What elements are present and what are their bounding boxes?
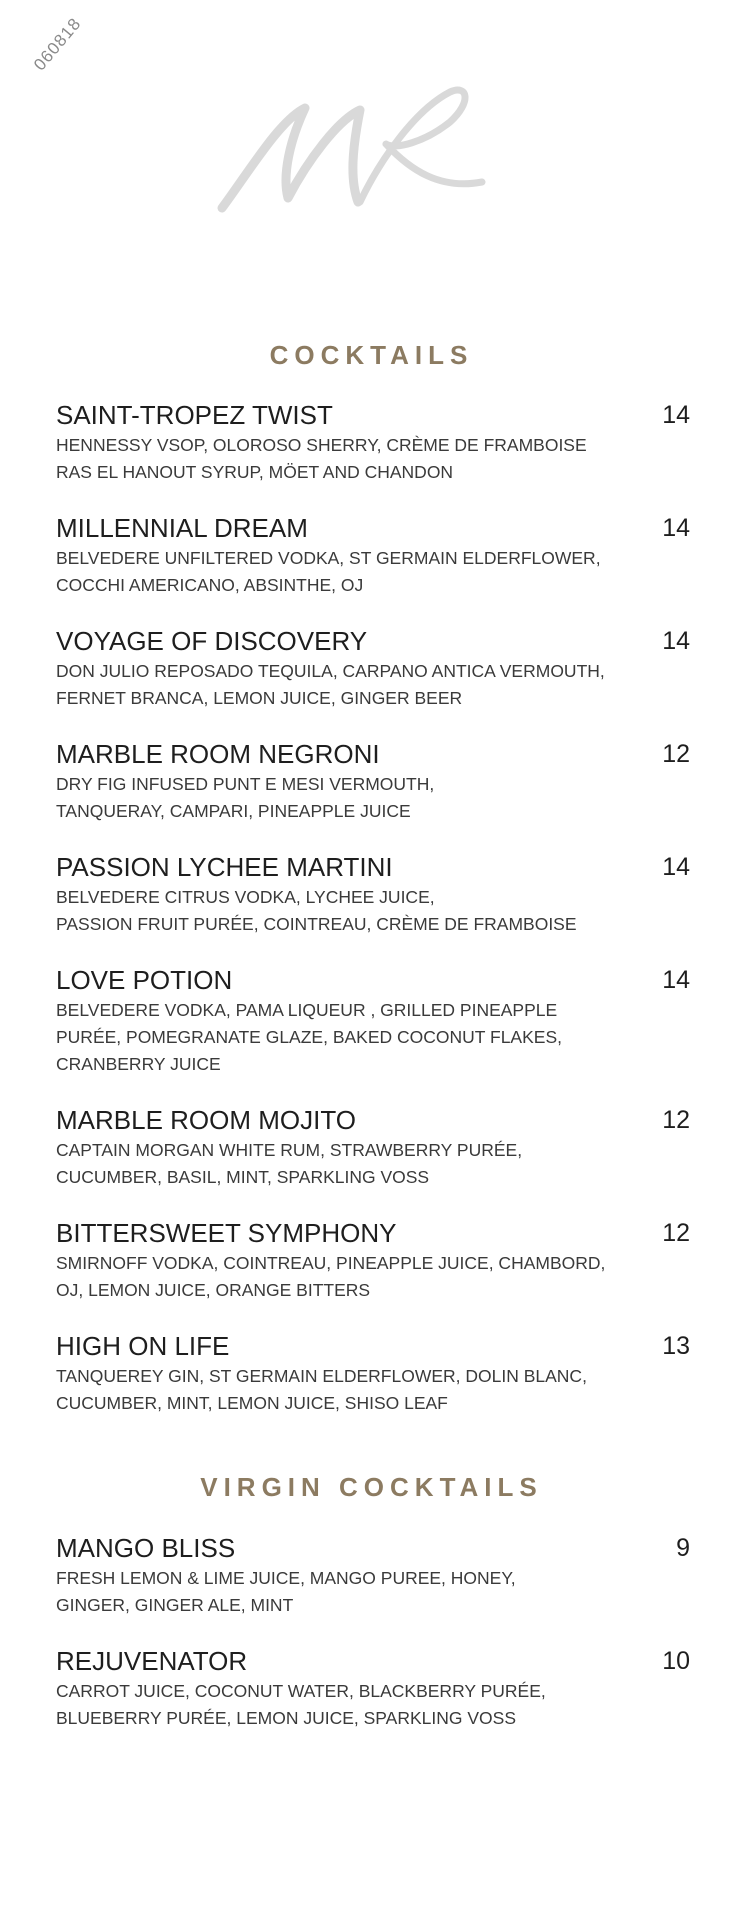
item-price: 14: [662, 627, 690, 655]
item-price: 14: [662, 401, 690, 429]
virgin-cocktails-list: [56, 1533, 690, 1732]
menu-item: [56, 1331, 690, 1417]
item-name: MARBLE ROOM NEGRONI: [56, 739, 380, 769]
item-name: VOYAGE OF DISCOVERY: [56, 626, 368, 656]
item-name: REJUVENATOR: [56, 1646, 248, 1676]
item-price: 9: [676, 1534, 690, 1562]
menu-item: [56, 739, 690, 825]
item-name: MILLENNIAL DREAM: [56, 513, 308, 543]
item-description: BELVEDERE CITRUS VODKA, LYCHEE JUICE, PASSION FRUIT PURÉE, COINTREAU, CRÈME DE FRAMBOISE: [56, 887, 577, 934]
item-description: TANQUEREY GIN, ST GERMAIN ELDERFLOWER, DOLIN BLANC, CUCUMBER, MINT, LEMON JUICE, SHISO LEAF: [56, 1366, 587, 1413]
item-name: MANGO BLISS: [56, 1533, 236, 1563]
item-name: BITTERSWEET SYMPHONY: [56, 1218, 397, 1248]
item-description: BELVEDERE VODKA, PAMA LIQUEUR , GRILLED PINEAPPLE PURÉE, POMEGRANATE GLAZE, BAKED COCONUT FLAKES, CRANBERRY JUICE: [56, 1000, 562, 1074]
menu-item: [56, 513, 690, 599]
menu-item: [56, 1533, 690, 1619]
menu-item: [56, 852, 690, 938]
document-stamp: 060818: [30, 13, 85, 75]
item-price: 14: [662, 966, 690, 994]
item-name: SAINT-TROPEZ TWIST: [56, 400, 333, 430]
handwritten-mr-monogram-logo: [210, 80, 510, 220]
menu-item: [56, 626, 690, 712]
item-price: 12: [662, 740, 690, 768]
item-price: 13: [662, 1332, 690, 1360]
cocktails-section-title: COCKTAILS: [269, 340, 474, 370]
item-name: HIGH ON LIFE: [56, 1331, 230, 1361]
item-description: HENNESSY VSOP, OLOROSO SHERRY, CRÈME DE FRAMBOISE RAS EL HANOUT SYRUP, MÖET AND CHANDON: [56, 435, 587, 482]
menu-item: [56, 1218, 690, 1304]
item-price: 14: [662, 853, 690, 881]
menu-item: [56, 1105, 690, 1191]
item-price: 14: [662, 514, 690, 542]
item-price: 10: [662, 1647, 690, 1675]
item-description: BELVEDERE UNFILTERED VODKA, ST GERMAIN ELDERFLOWER, COCCHI AMERICANO, ABSINTHE, OJ: [56, 548, 601, 595]
item-description: CAPTAIN MORGAN WHITE RUM, STRAWBERRY PURÉE, CUCUMBER, BASIL, MINT, SPARKLING VOSS: [56, 1140, 523, 1187]
item-description: SMIRNOFF VODKA, COINTREAU, PINEAPPLE JUICE, CHAMBORD, OJ, LEMON JUICE, ORANGE BITTERS: [56, 1253, 606, 1300]
item-name: PASSION LYCHEE MARTINI: [56, 852, 393, 882]
item-description: CARROT JUICE, COCONUT WATER, BLACKBERRY PURÉE, BLUEBERRY PURÉE, LEMON JUICE, SPARKLING VOSS: [56, 1681, 546, 1728]
item-price: 12: [662, 1219, 690, 1247]
item-name: MARBLE ROOM MOJITO: [56, 1105, 356, 1135]
menu-item: [56, 1646, 690, 1732]
virgin-cocktails-section-title: VIRGIN COCKTAILS: [200, 1472, 543, 1502]
item-description: FRESH LEMON & LIME JUICE, MANGO PUREE, HONEY, GINGER, GINGER ALE, MINT: [56, 1568, 516, 1615]
item-name: LOVE POTION: [56, 965, 233, 995]
item-description: DRY FIG INFUSED PUNT E MESI VERMOUTH, TANQUERAY, CAMPARI, PINEAPPLE JUICE: [56, 774, 435, 821]
menu-item: [56, 965, 690, 1078]
menu-item: [56, 400, 690, 486]
cocktails-list: [56, 400, 690, 1417]
item-price: 12: [662, 1106, 690, 1134]
item-description: DON JULIO REPOSADO TEQUILA, CARPANO ANTICA VERMOUTH, FERNET BRANCA, LEMON JUICE, GINGER BEER: [56, 661, 605, 708]
